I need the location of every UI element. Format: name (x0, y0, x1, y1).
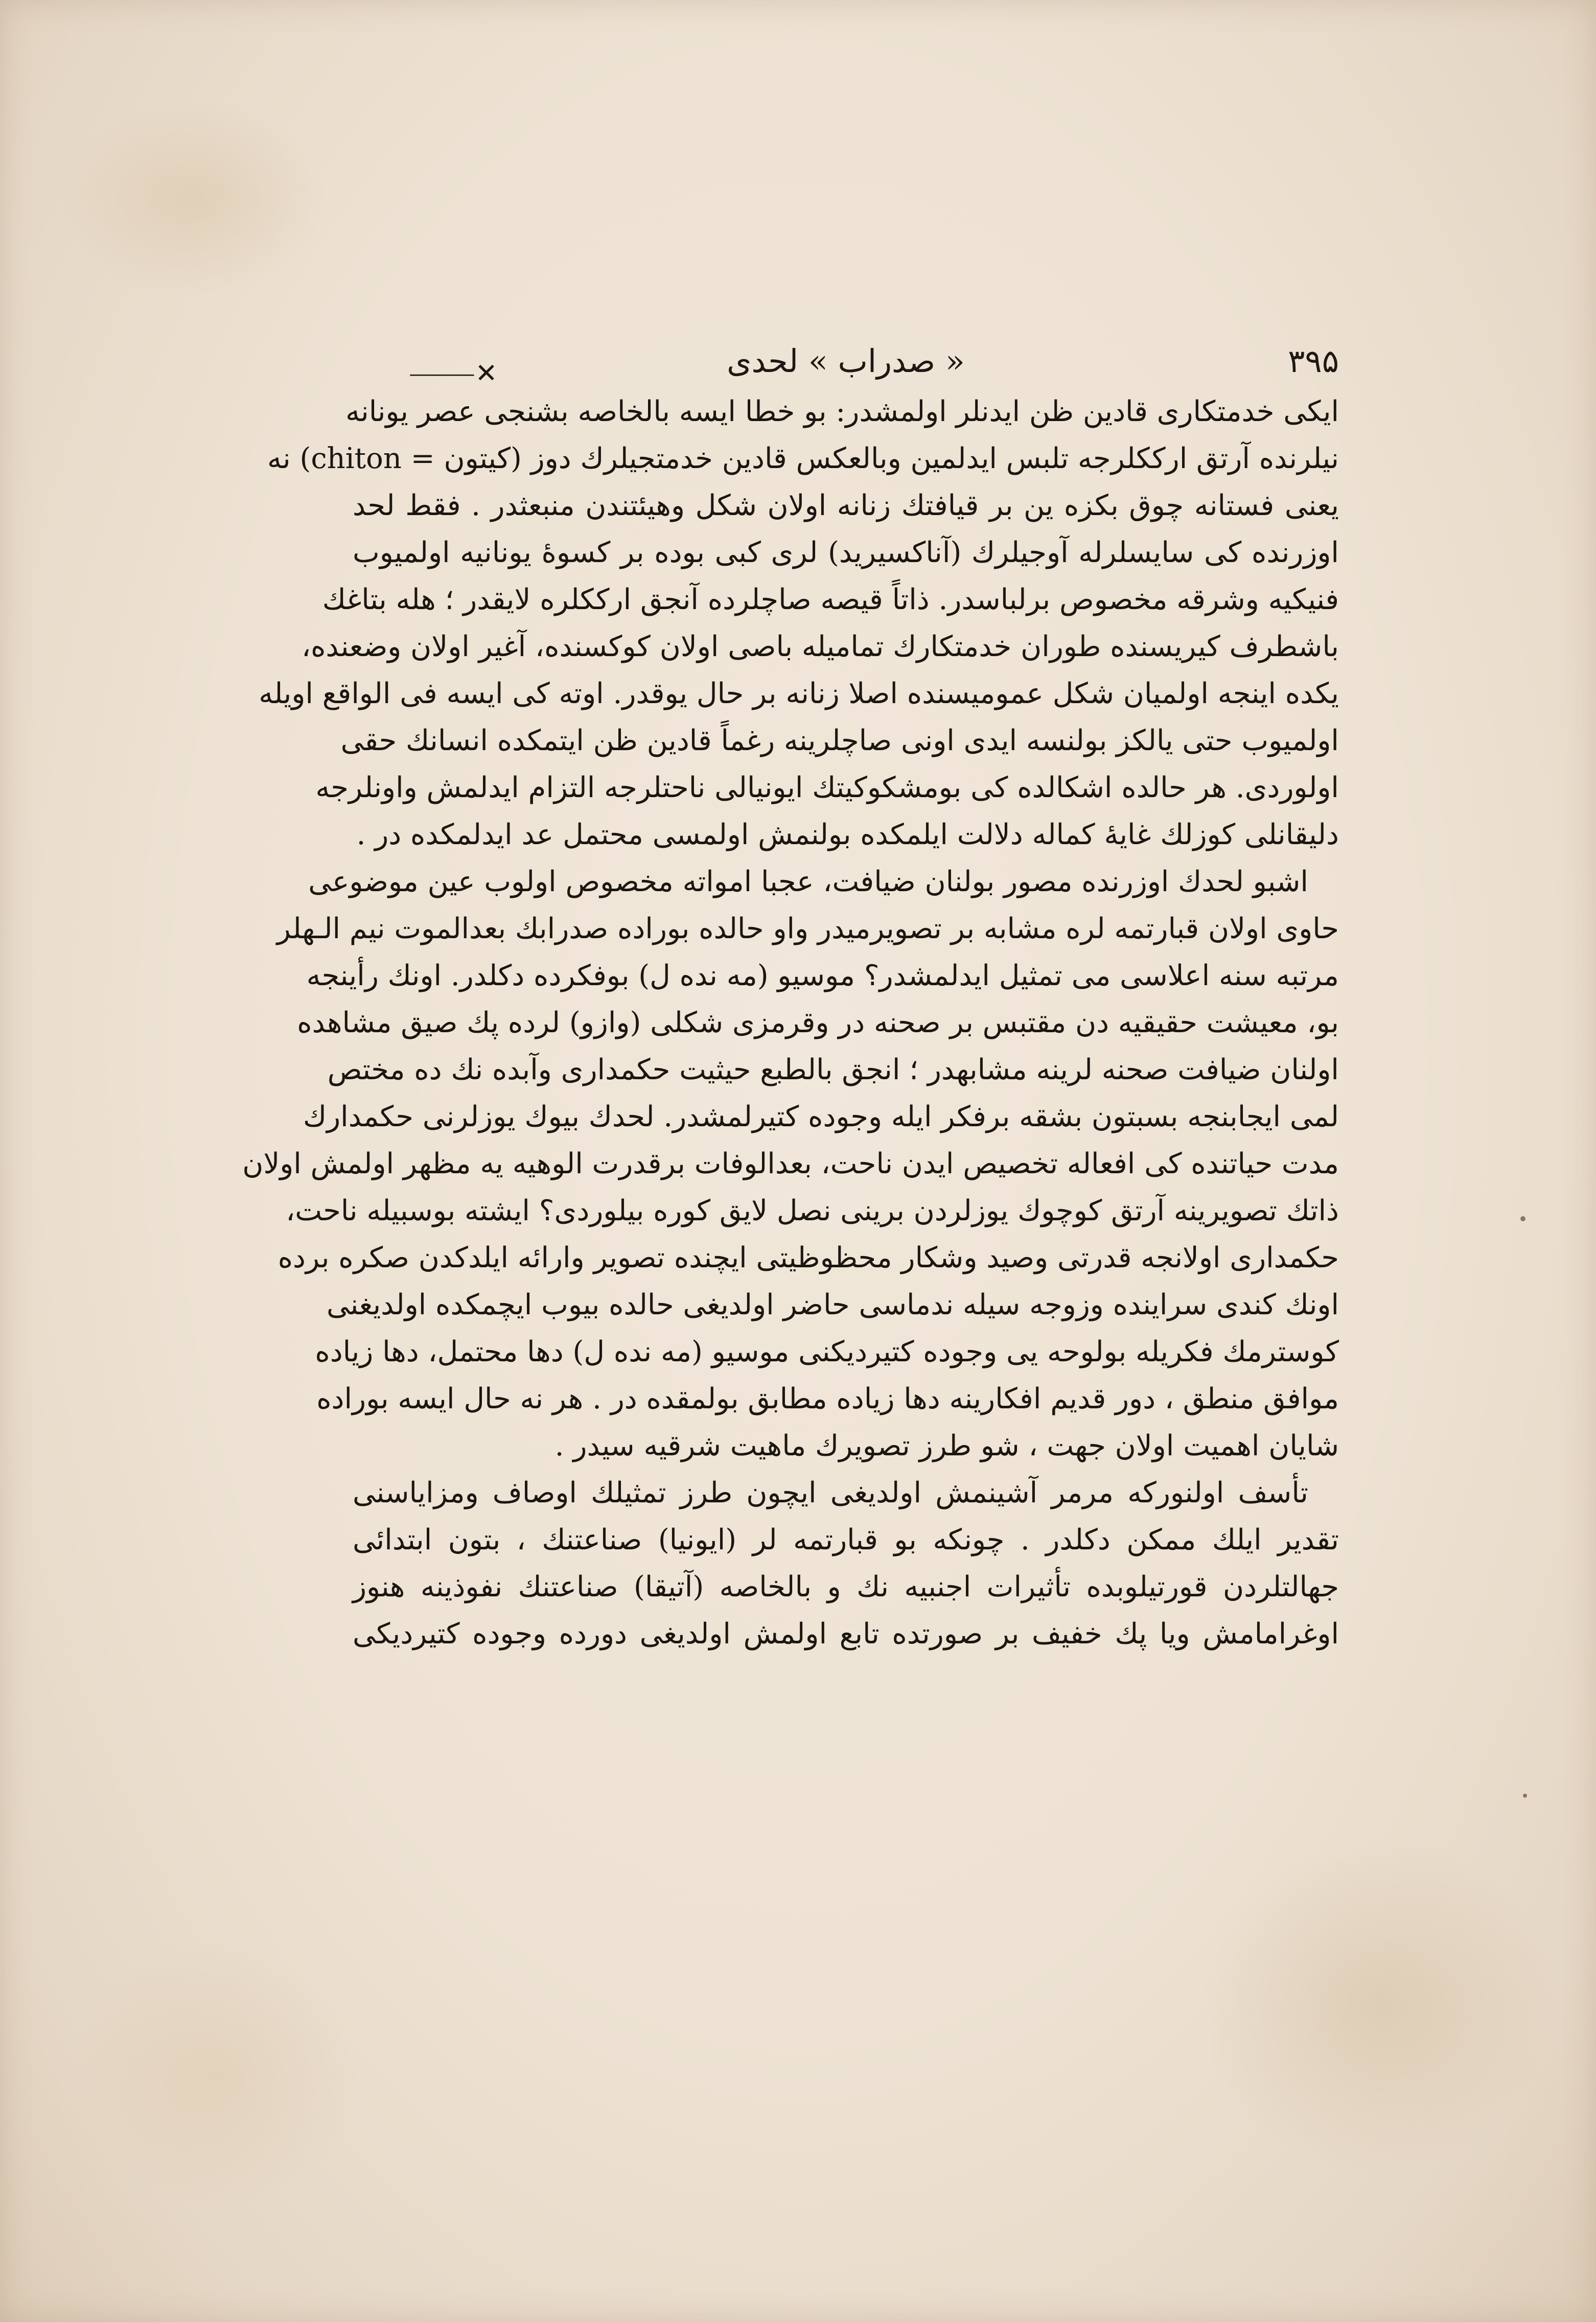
text-line: لمی ایجابنجه بسبتون بشقه برفکر ایله وجوده کتیرلمشدر. لحدك بیوك یوزلرنی حکمدارك (303, 1100, 1339, 1133)
text-line: اولمیوب حتی یالکز بولنسه ایدی اونی صاچلرینه رغماً قادین ظن ایتمکده انسانك حقی (340, 724, 1339, 757)
running-title: « صدراب » لحدی (727, 342, 965, 380)
text-line: نیلرنده آرتق ارککلرجه تلبس ایدلمین وبالعکس قادین خدمتجیلرك دوز (کیتون = chiton) نه (267, 442, 1339, 475)
text-line: تأسف اولنورکه مرمر آشینمش اولدیغی ایچون طرز تمثیلك اوصاف ومزایاسنی (353, 1476, 1308, 1510)
text-line: بو، معیشت حقیقیه دن مقتبس بر صحنه در وقرمزی شکلی (وازو) لرده پك صیق مشاهده (297, 1006, 1339, 1039)
text-line: اوزرنده کی سایسلرله آوجیلرك (آناکسیرید) لری کبی بوده بر کسوهٔ یونانیه اولمیوب (353, 536, 1339, 569)
text-line: ذاتك تصویرینه آرتق کوچوك یوزلردن برینی نصل لایق کوره بیلوردی؟ ایشته بوسبیله ناحت، (286, 1194, 1339, 1227)
text-line: یکده اینجه اولمیان شکل عمومیسنده اصلا زنانه بر حال یوقدر. اوته کی ایسه فی الواقع اویله (259, 677, 1339, 710)
paper-stain (72, 1942, 358, 2208)
paragraph-1 (259, 388, 1339, 858)
paper-speck (1523, 1794, 1527, 1798)
text-line: اوغرامامش ویا پك خفیف بر صورتده تابع اولمش اولدیغی دورده وجوده کتیردیکی (353, 1617, 1339, 1651)
paper-stain (1201, 1840, 1559, 2172)
paper-stain (61, 102, 327, 296)
text-line: فنیکیه وشرقه مخصوص برلباسدر. ذاتاً قیصه صاچلرده آنجق ارککلره لایقدر ؛ هله بتاغك (322, 583, 1339, 616)
text-line: حاوی اولان قبارتمه لره مشابه بر تصویرمیدر واو حالده بوراده صدرابك بعدالموت نیم الـهلر (276, 912, 1339, 945)
text-line: اونك کندی سراینده وزوجه سیله ندماسی حاضر اولدیغی حالده بیوب ایچمکده اولدیغنی (327, 1288, 1339, 1321)
text-line: حکمداری اولانجه قدرتی وصید وشکار محظوظیتی ایچنده تصویر وارائه ایلدکدن صکره برده (277, 1241, 1339, 1274)
text-line: دلیقانلی کوزلك غایهٔ کماله دلالت ایلمکده بولنمش اولمسی محتمل عد ایدلمکده در . (356, 818, 1339, 851)
body-text (242, 388, 1339, 1658)
text-line: مرتبه سنه اعلاسی می تمثیل ایدلمشدر؟ موسیو (مه نده ل) بوفکرده دکلدر. اونك رأینجه (306, 959, 1339, 992)
page-header (353, 332, 1339, 388)
text-line: جهالتلردن قورتیلوبده تأثیرات اجنبیه نك و بالخاصه (آتیقا) صناعتنك نفوذینه هنوز (353, 1570, 1339, 1604)
text-line: یعنی فستانه چوق بکزه ین بر قیافتك زنانه اولان شکل وهیئتندن منبعثدر . فقط لحد (353, 489, 1339, 522)
paragraph-2 (242, 858, 1339, 1470)
ornament-dash-icon: ⸻✕ (409, 358, 498, 389)
text-line: تقدیر ایلك ممکن دکلدر . چونکه بو قبارتمه لر (ایونیا) صناعتنك ، بتون ابتدائی (353, 1523, 1339, 1557)
paper-speck (1520, 1216, 1525, 1221)
text-line: کوسترمك فکریله بولوحه یی وجوده کتیردیکنی موسیو (مه نده ل) دها محتمل، دها زیاده (315, 1335, 1339, 1368)
paragraph-3 (353, 1470, 1339, 1658)
text-line: باشطرف کیریسنده طوران خدمتکارك تماميله باصی اولان کوکسنده، آغیر اولان وضعنده، (302, 630, 1339, 663)
page-number: ۳۹۵ (1288, 342, 1339, 380)
text-line: موافق منطق ، دور قدیم افکارینه دها زیاده مطابق بولمقده در . هر نه حال ایسه بوراده (316, 1382, 1339, 1415)
text-line: اولنان ضیافت صحنه لرینه مشابهدر ؛ انجق بالطبع حیثیت حکمداری وآبده نك ده مختص (327, 1053, 1339, 1086)
text-line: اولوردی. هر حالده اشکالده کی بومشکوکیتك ایونیالی ناحتلرجه التزام ایدلمش واونلرجه (315, 771, 1339, 804)
text-line: اشبو لحدك اوزرنده مصور بولنان ضیافت، عجبا امواته مخصوص اولوب عین موضوعی (308, 865, 1308, 898)
text-line: مدت حیاتنده کی افعاله تخصیص ایدن ناحت، بعدالوفات برقدرت الوهیه یه مظهر اولمش اولان (242, 1147, 1339, 1180)
text-line: ایکی خدمتکاری قادین ظن ایدنلر اولمشدر: بو خطا ایسه بالخاصه بشنجی عصر یونانه (345, 395, 1339, 428)
text-line: شایان اهمیت اولان جهت ، شو طرز تصویرك ماهیت شرقیه سیدر . (554, 1429, 1339, 1462)
